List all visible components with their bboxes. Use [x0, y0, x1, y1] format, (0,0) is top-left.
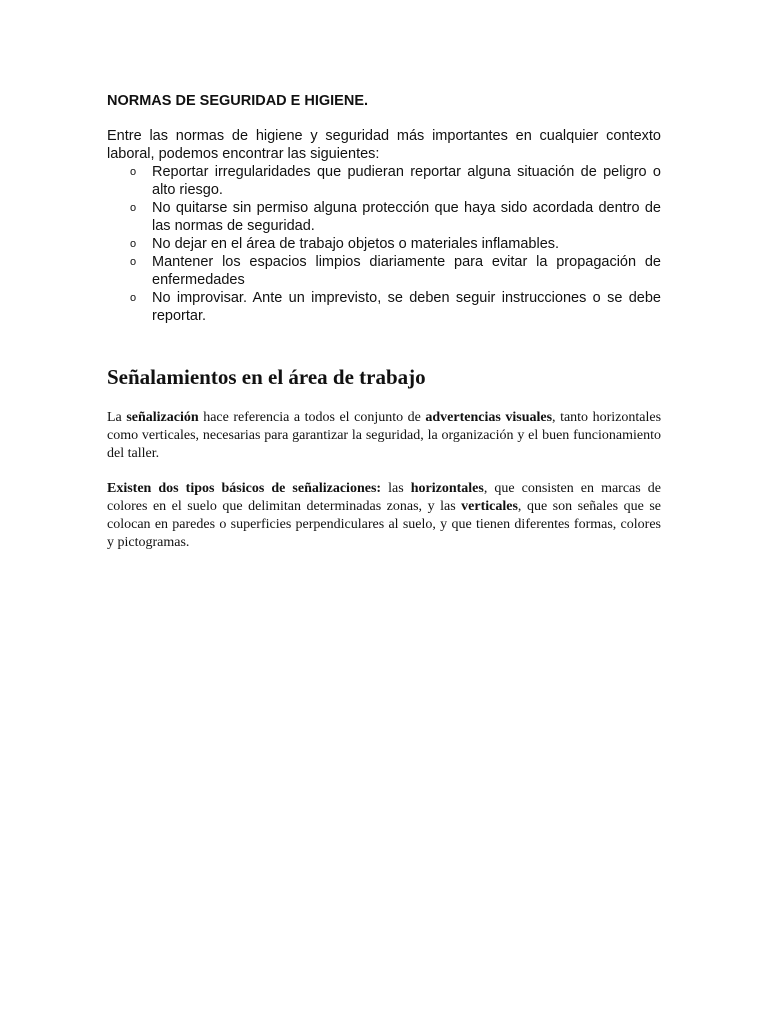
- list-item-text: Reportar irregularidades que pudieran reportar alguna situación de peligro o alto riesgo.: [152, 164, 661, 198]
- section-title: Señalamientos en el área de trabajo: [107, 365, 426, 389]
- bullet-marker: o: [130, 238, 137, 250]
- list-item: [130, 253, 661, 289]
- text-run: La: [107, 410, 127, 425]
- list-item: [130, 199, 661, 235]
- signage-types-paragraph: [107, 480, 661, 552]
- list-item: [130, 235, 661, 253]
- intro-paragraph: Entre las normas de higiene y seguridad más importantes en cualquier contexto laboral, podemos encontrar las siguientes:: [107, 128, 661, 162]
- bold-term: horizontales: [410, 481, 484, 496]
- list-item-text: Mantener los espacios limpios diariamente para evitar la propagación de enfermedades: [152, 254, 661, 288]
- text-run: , tanto horizontales como verticales, necesarias para garantizar la seguridad, la organización y el buen funcionamiento del taller.: [107, 410, 662, 461]
- document-content: [107, 92, 661, 552]
- list-item-text: No quitarse sin permiso alguna protección que haya sido acordada dentro de las normas de seguridad.: [152, 200, 661, 234]
- bullet-marker: o: [130, 202, 137, 214]
- bullet-marker: o: [130, 166, 137, 178]
- text-run: hace referencia a todos el conjunto de: [198, 410, 426, 425]
- safety-rules-list: [107, 163, 661, 325]
- bullet-marker: o: [130, 256, 137, 268]
- list-item-text: No improvisar. Ante un imprevisto, se deben seguir instrucciones o se debe reportar.: [152, 290, 661, 324]
- bullet-marker: o: [130, 292, 137, 304]
- bold-term: verticales: [461, 499, 518, 514]
- text-run: , que son señales que se colocan en paredes o superficies perpendiculares al suelo, y que tienen diferentes formas, colores y pictogramas.: [107, 499, 661, 550]
- bold-term: advertencias visuales: [425, 410, 553, 425]
- text-run: las: [381, 481, 411, 496]
- list-item: [130, 289, 661, 325]
- list-item: [130, 163, 661, 199]
- bold-term: Existen dos tipos básicos de señalizaciones:: [107, 481, 382, 496]
- bold-term: señalización: [126, 410, 199, 425]
- signage-definition-paragraph: [107, 409, 661, 463]
- list-item-text: No dejar en el área de trabajo objetos o materiales inflamables.: [152, 236, 560, 252]
- document-heading: NORMAS DE SEGURIDAD E HIGIENE.: [107, 93, 369, 109]
- text-run: , que consisten en marcas de colores en el suelo que delimitan determinadas zonas, y las: [107, 481, 661, 514]
